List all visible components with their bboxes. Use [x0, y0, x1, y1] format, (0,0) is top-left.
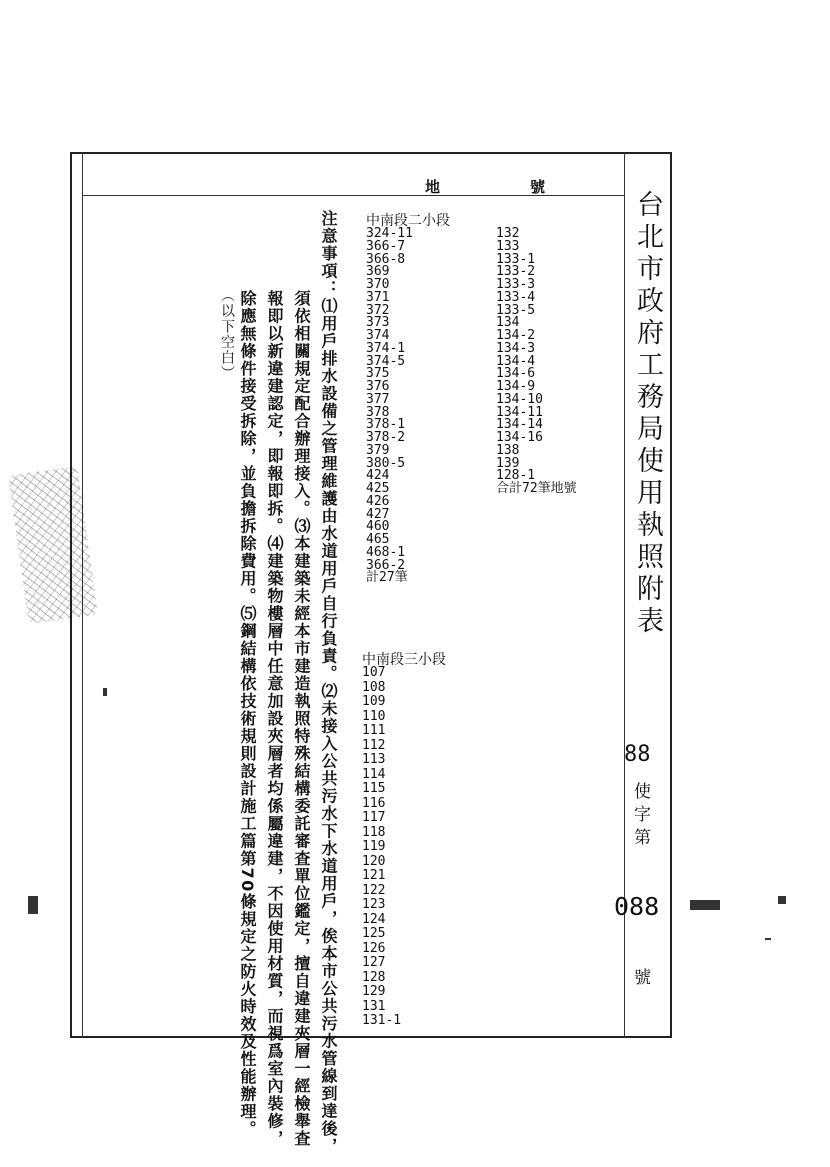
parcel-number: 366-7 — [366, 238, 406, 254]
parcel-number: 123 — [362, 897, 386, 912]
scan-mark — [765, 938, 771, 940]
parcel-number: 計27筆 — [366, 570, 408, 586]
header-col-land: 地 — [425, 178, 443, 196]
parcel-number: 369 — [366, 264, 390, 280]
scan-mark — [690, 900, 720, 910]
note-blank-marker: （以下空白） — [219, 288, 235, 381]
document-title: 台北市政府工務局使用執照附表 — [632, 190, 663, 638]
parcel-number: 120 — [362, 853, 386, 869]
parcel-number: 378 — [366, 404, 390, 420]
parcel-number: 134-16 — [496, 430, 543, 445]
note-line-2: 須依相關規定配合辦理接入。⑶本建築未經本市建造執照特殊結構委託審查單位鑑定，擅自違建夾層一經檢舉查 — [292, 290, 311, 1148]
scan-mark — [778, 896, 786, 904]
parcel-number: 373 — [366, 315, 390, 331]
section-3-title: 中南段三小段 — [362, 652, 446, 668]
license-suffix: 號 — [630, 968, 650, 991]
parcel-number: 134-11 — [496, 404, 543, 420]
parcel-number: 377 — [366, 391, 390, 407]
parcel-number: 124 — [362, 911, 386, 927]
parcel-number: 133-2 — [496, 264, 536, 280]
header-col-number: 號 — [530, 178, 548, 196]
parcel-number: 380-5 — [366, 455, 406, 471]
note-line-1: 注意事項：⑴用戶排水設備之管理維護由水道用戶自行負責。⑵未接入公共污水下水道用戶，俟本市公共污水管線到達後， — [319, 210, 338, 1155]
parcel-number: 126 — [362, 940, 386, 956]
license-type: 使字第 — [630, 782, 650, 851]
parcel-number: 117 — [362, 810, 386, 825]
note-line-4: 除應無條件接受拆除，並負擔拆除費用。⑸鋼結構依技術規則設計施工篇第70條規定之防火時效及性能辦理。 — [238, 290, 257, 1138]
parcel-number: 460 — [366, 519, 390, 535]
parcel-number: 134-3 — [496, 340, 536, 356]
parcel-number: 465 — [366, 532, 390, 547]
parcel-number: 134-10 — [496, 391, 543, 407]
parcel-number: 425 — [366, 481, 390, 496]
parcel-number: 127 — [362, 955, 386, 970]
parcel-number: 133-1 — [496, 251, 536, 267]
parcel-number: 133-4 — [496, 289, 536, 305]
parcel-number: 427 — [366, 506, 390, 522]
parcel-number: 376 — [366, 379, 390, 394]
parcel-number: 374 — [366, 328, 390, 343]
parcel-number: 134-14 — [496, 417, 543, 433]
parcel-number: 125 — [362, 926, 386, 941]
section-3-list — [362, 666, 401, 1029]
parcel-number: 132 — [496, 226, 520, 241]
parcel-number: 371 — [366, 289, 390, 305]
parcel-number: 366-2 — [366, 557, 406, 573]
parcel-number: 119 — [362, 839, 386, 854]
parcel-number: 109 — [362, 694, 386, 709]
parcel-number: 324-11 — [366, 226, 413, 241]
scan-mark — [103, 688, 107, 696]
parcel-number: 379 — [366, 442, 390, 458]
parcel-number: 378-2 — [366, 430, 406, 445]
license-year: 88 — [624, 742, 651, 767]
parcel-number: 131 — [362, 998, 386, 1014]
parcel-number: 133-3 — [496, 277, 536, 292]
parcel-number: 128 — [362, 969, 386, 985]
parcel-number: 116 — [362, 795, 386, 811]
parcel-number: 133-5 — [496, 302, 536, 318]
parcel-number: 426 — [366, 493, 390, 509]
parcel-number: 375 — [366, 366, 390, 382]
parcel-number: 128-1 — [496, 468, 536, 484]
scan-mark — [28, 896, 38, 914]
parcel-number: 112 — [362, 737, 386, 753]
parcel-number: 107 — [362, 665, 386, 680]
parcel-number: 366-8 — [366, 251, 406, 267]
parcel-number: 378-1 — [366, 417, 406, 433]
license-number: 088 — [614, 892, 660, 921]
parcel-number: 131-1 — [362, 1013, 402, 1028]
parcel-number: 134-9 — [496, 379, 536, 394]
parcel-number: 110 — [362, 708, 386, 724]
parcel-number: 122 — [362, 882, 386, 898]
parcel-number: 134-4 — [496, 353, 536, 369]
parcel-number: 370 — [366, 277, 390, 292]
parcel-number: 139 — [496, 455, 520, 471]
parcel-number: 113 — [362, 752, 386, 767]
parcel-number: 129 — [362, 984, 386, 999]
parcel-number: 372 — [366, 302, 390, 318]
parcel-number: 374-5 — [366, 353, 406, 369]
section-2-right-list — [496, 228, 577, 496]
parcel-number: 111 — [362, 723, 386, 738]
parcel-number: 468-1 — [366, 544, 406, 560]
parcel-number: 134 — [496, 315, 520, 331]
parcel-number: 115 — [362, 781, 386, 796]
section-2-title: 中南段二小段 — [366, 213, 450, 229]
section-2-left-list — [366, 228, 413, 585]
parcel-number: 合計72筆地號 — [496, 481, 577, 496]
note-line-3: 報即以新違建認定，即報即拆。⑷建築物樓層中任意加設夾層者均係屬違建，不因使用材質，而視爲室內裝修， — [265, 290, 284, 1148]
parcel-number: 108 — [362, 679, 386, 695]
parcel-number: 138 — [496, 442, 520, 458]
parcel-number: 424 — [366, 468, 390, 484]
parcel-number: 121 — [362, 868, 386, 883]
parcel-number: 134-2 — [496, 328, 536, 343]
parcel-number: 374-1 — [366, 340, 406, 356]
parcel-number: 134-6 — [496, 366, 536, 382]
parcel-number: 114 — [362, 766, 386, 782]
parcel-number: 118 — [362, 824, 386, 840]
parcel-number: 133 — [496, 238, 520, 254]
